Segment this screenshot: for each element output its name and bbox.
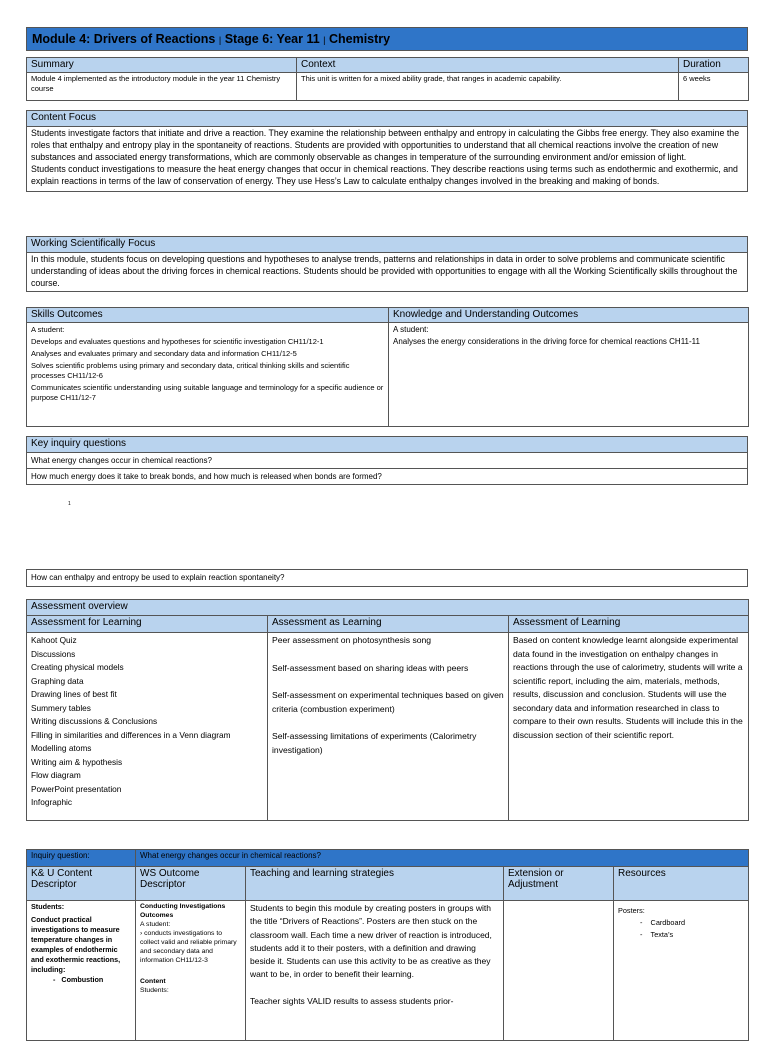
- inquiry-title: Key inquiry questions: [27, 437, 748, 453]
- assessment-for-item: Creating physical models: [31, 662, 124, 672]
- inquiry-question-3-table: [26, 569, 748, 587]
- content-focus-paragraph: Students conduct investigations to measure the heat energy changes that occur in chemical reactions. They describe reactions using terms such as endothermic and exothermic, and explain reactions in terms of the law of conservation of energy. They use Hess’s Law to calculate enthalpy changes involved in the breaking and making of bonds.: [31, 164, 738, 187]
- assessment-as-header: Assessment as Learning: [268, 616, 509, 633]
- assessment-for-item: Discussions: [31, 648, 76, 659]
- ws-lead: A student:: [140, 921, 171, 928]
- resource-item: - Cardboard: [640, 918, 686, 927]
- skills-item: Solves scientific problems using primary and secondary data, critical thinking skills and scientific processes CH11/12-6: [31, 361, 350, 380]
- working-scientifically-table: [26, 236, 748, 292]
- teaching-paragraph: Students to begin this module by creating posters in groups with the title “Drivers of Reactions”. Posters are then stuck on the classroom wall. Each time a new driver of reaction is introduced, students add it to their posters, with a definition and drawing beside it. Students can use this activity to be as creative as they want to be, in order to benefit their learning.: [250, 903, 492, 980]
- ku-descriptor-subitem: - Combustion: [53, 975, 104, 984]
- assessment-as-item: Self-assessing limitations of experiments (Calorimetry investigation): [272, 731, 477, 755]
- content-focus-paragraph: Students investigate factors that initiate and drive a reaction. They examine the relationship between enthalpy and entropy in calculating the Gibbs free energy. They also examine the roles that enthalpy and entropy play in the spontaneity of reactions. Students are provided with opportunities to understand that all chemical reactions involve the creation of new substances and associated energy transformations, which are commonly observable as changes in temperature of the surrounding environment and/or emission of light.: [31, 128, 740, 162]
- inquiry-question-2: How much energy does it take to break bonds, and how much is released when bonds are formed?: [27, 469, 748, 485]
- resource-item: - Texta’s: [640, 930, 674, 939]
- iq-value: What energy changes occur in chemical reactions?: [136, 850, 749, 867]
- ws-focus-title: Working Scientifically Focus: [27, 237, 748, 253]
- title-separator: |: [323, 35, 326, 45]
- skills-item: Analyses and evaluates primary and secondary data and information CH11/12-5: [31, 349, 297, 358]
- inquiry-questions-table: [26, 436, 748, 485]
- content-focus-body: [27, 127, 748, 192]
- resources-header: Resources: [614, 867, 749, 901]
- resource-item-text: Cardboard: [650, 918, 686, 927]
- footnote-mark: 1: [68, 501, 71, 507]
- content-focus-table: [26, 110, 748, 192]
- assessment-title: Assessment overview: [27, 600, 749, 616]
- ws-descriptor-cell: [136, 901, 246, 1041]
- assessment-as-item: Self-assessment on experimental techniques based on given criteria (combustion experiment): [272, 690, 504, 714]
- context-header: Context: [297, 58, 679, 73]
- assessment-for-item: PowerPoint presentation: [31, 783, 122, 794]
- assessment-for-list: [27, 633, 268, 821]
- assessment-for-item: Writing aim & hypothesis: [31, 756, 123, 767]
- summary-header: Summary: [27, 58, 297, 73]
- resource-item-text: Texta’s: [650, 930, 674, 939]
- ku-item: Analyses the energy considerations in the driving force for chemical reactions CH11-11: [393, 337, 700, 346]
- ku-lead: A student:: [393, 325, 429, 334]
- iq-label: Inquiry question:: [27, 850, 136, 867]
- skills-outcomes-list: [27, 323, 389, 427]
- ku-descriptor-header: K& U Content Descriptor: [27, 867, 136, 901]
- assessment-for-item: Infographic: [31, 797, 73, 807]
- duration-value: 6 weeks: [679, 73, 749, 101]
- skills-item: Communicates scientific understanding using suitable language and terminology for a specific audience or purpose CH11/12-7: [31, 383, 384, 402]
- extension-cell: [504, 901, 614, 1041]
- module-header: [26, 27, 748, 51]
- ku-subitem-text: Combustion: [61, 975, 104, 984]
- module-title-cell: [27, 28, 748, 51]
- outcomes-table: [26, 307, 749, 427]
- assessment-for-item: Drawing lines of best fit: [31, 689, 117, 699]
- ws-outcome-text: › conducts investigations to collect valid and reliable primary and secondary data and information CH11/12-3: [140, 930, 237, 964]
- title-separator: |: [218, 35, 222, 45]
- ku-outcomes-header: Knowledge and Understanding Outcomes: [389, 308, 749, 323]
- assessment-for-item: Filling in similarities and differences in a Venn diagram: [31, 729, 231, 740]
- skills-outcomes-header: Skills Outcomes: [27, 308, 389, 323]
- resources-cell: [614, 901, 749, 1041]
- module-title: Module 4: Drivers of Reactions: [32, 32, 216, 46]
- skills-lead: A student:: [31, 325, 65, 334]
- assessment-for-item: Kahoot Quiz: [31, 635, 77, 645]
- context-value: This unit is written for a mixed ability grade, that ranges in academic capability.: [297, 73, 679, 101]
- ku-descriptor-text: Conduct practical investigations to measure temperature changes in examples of endothermic and exothermic reactions, including:: [31, 915, 121, 974]
- ku-descriptor-cell: [27, 901, 136, 1041]
- inquiry-question-1: What energy changes occur in chemical reactions?: [27, 453, 748, 469]
- assessment-for-item: Summery tables: [31, 702, 91, 713]
- assessment-for-item: Modelling atoms: [31, 743, 92, 753]
- resources-title: Posters:: [618, 906, 645, 915]
- assessment-as-list: [268, 633, 509, 821]
- ku-students-label: Students:: [31, 902, 65, 911]
- stage-title: Stage 6: Year 11: [224, 32, 320, 46]
- lesson-plan-table: [26, 849, 749, 1041]
- assessment-table: [26, 599, 749, 821]
- content-focus-title: Content Focus: [27, 111, 748, 127]
- subject-title: Chemistry: [328, 32, 391, 46]
- ku-outcomes-list: [389, 323, 749, 427]
- ws-content-label: Content: [140, 978, 166, 985]
- skills-item: Develops and evaluates questions and hypotheses for scientific investigation CH11/12-1: [31, 337, 324, 346]
- assessment-for-item: Graphing data: [31, 675, 84, 686]
- summary-value: Module 4 implemented as the introductory module in the year 11 Chemistry course: [27, 73, 297, 101]
- assessment-for-header: Assessment for Learning: [27, 616, 268, 633]
- extension-header: Extension or Adjustment: [504, 867, 614, 901]
- teaching-strategies-header: Teaching and learning strategies: [246, 867, 504, 901]
- teaching-paragraph: Teacher sights VALID results to assess students prior-: [250, 995, 454, 1006]
- assessment-as-item: Peer assessment on photosynthesis song: [272, 635, 432, 645]
- duration-header: Duration: [679, 58, 749, 73]
- summary-table: [26, 57, 749, 101]
- ws-students-label: Students:: [140, 987, 169, 994]
- ws-descriptor-header: WS Outcome Descriptor: [136, 867, 246, 901]
- assessment-for-item: Flow diagram: [31, 770, 81, 780]
- assessment-of-header: Assessment of Learning: [509, 616, 749, 633]
- assessment-of-text: Based on content knowledge learnt alongside experimental data found in the investigation on enthalpy changes in reactions through the use of calorimetry, students will write a scientific report, including the aim, materials, methods, results, discussion and conclusion. Students will use the secondary data and information researched in class to compare to their own results. Students will include this in the discussion section of their scientific report.: [509, 633, 749, 821]
- assessment-for-item: Writing discussions & Conclusions: [31, 716, 158, 726]
- teaching-strategies-cell: [246, 901, 504, 1041]
- ws-outcomes-title: Conducting Investigations Outcomes: [140, 903, 226, 919]
- assessment-as-item: Self-assessment based on sharing ideas with peers: [272, 662, 469, 673]
- ws-focus-body: In this module, students focus on developing questions and hypotheses to analyse trends, patterns and relationships in data in order to solve problems and communicate scientific understanding of ideas about the driving forces in chemical reactions. Students should be provided with opportunities to engage with all the Working Scientifically skills throughout the course.: [27, 253, 748, 292]
- inquiry-question-3: How can enthalpy and entropy be used to explain reaction spontaneity?: [27, 570, 748, 587]
